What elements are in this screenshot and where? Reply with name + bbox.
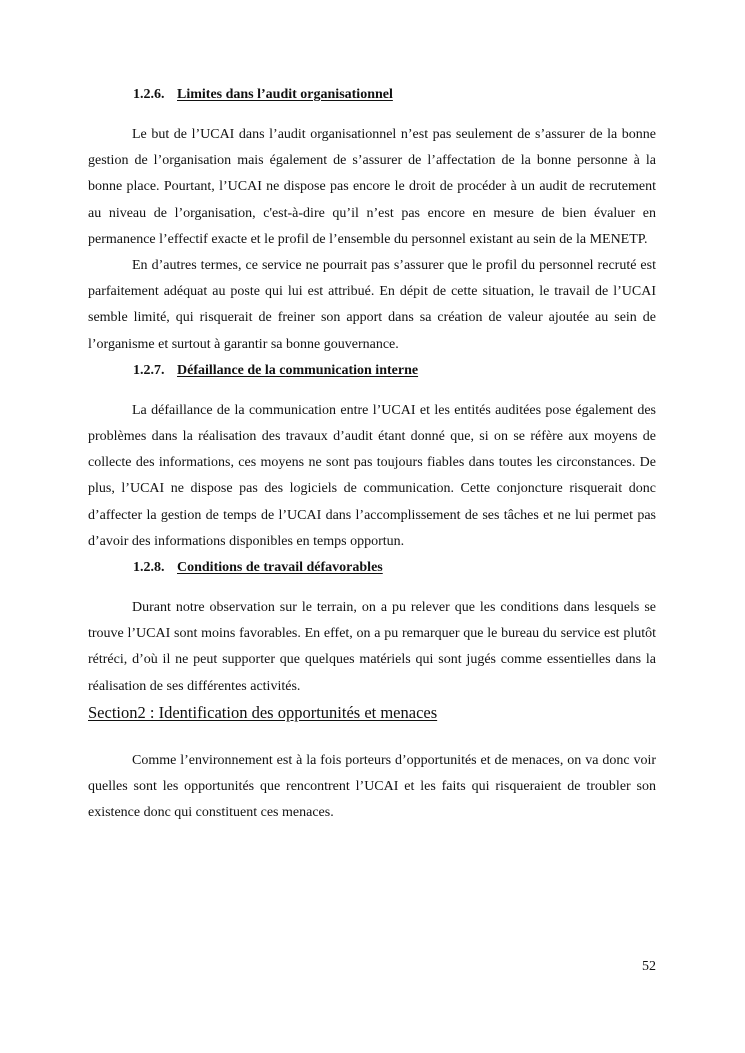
paragraph: Durant notre observation sur le terrain, on a pu relever que les conditions dans lesquels se trouve l’UCAI sont moins favorables. En effet, on a pu remarquer que le bureau du service est plutôt rétréci, d’où il ne peut supporter que quelques matériels qui sont jugés comme essentielles dans la réalisation de ses différentes activités. (88, 600, 656, 694)
subsection-heading-1-2-6 (88, 82, 656, 108)
paragraph: Le but de l’UCAI dans l’audit organisationnel n’est pas seulement de s’assurer de la bonne gestion de l’organisation mais également de s’assurer de l’affectation de la bonne personne à la bonne place. Pourtant, l’UCAI ne dispose pas encore le droit de procéder à un audit de recrutement au niveau de l’organisation, c'est-à-dire qu’il n’est pas encore en mesure de bien évaluer en permanence l’effectif exacte et le profil de l’ensemble du personnel existant au sein de la MENETP. (88, 127, 656, 247)
page-number: 52 (642, 959, 656, 974)
subsection-number: 1.2.6. (133, 87, 165, 102)
paragraph: La défaillance de la communication entre l’UCAI et les entités auditées pose également des problèmes dans la réalisation des travaux d’audit étant donné que, si on se réfère aux moyens de collecte des informations, ces moyens ne sont pas toujours fiables dans toutes les circonstances. De plus, l’UCAI ne dispose pas des logiciels de communication. Cette conjoncture risquerait donc d’affecter la gestion de temps de l’UCAI dans l’accomplissement de ses tâches et ne lui permet pas d’avoir des informations disponibles en temps opportun. (88, 402, 656, 549)
subsection-title: Conditions de travail défavorables (177, 560, 383, 576)
paragraph: Comme l’environnement est à la fois porteurs d’opportunités et de menaces, on va donc voir quelles sont les opportunités que rencontrent l’UCAI et les faits qui risqueraient de troubler son existence donc qui constituent ces menaces. (88, 752, 656, 821)
paragraph: En d’autres termes, ce service ne pourrait pas s’assurer que le profil du personnel recruté est parfaitement adéquat au poste qui lui est attribué. En dépit de cette situation, le travail de l’UCAI semble limité, qui risquerait de freiner son apport dans sa création de valeur ajoutée au sein de l’organisme et surtout à garantir sa bonne gouvernance. (88, 258, 656, 352)
subsection-title: Défaillance de la communication interne (177, 362, 419, 378)
subsection-heading-1-2-7 (88, 358, 656, 384)
subsection-heading-1-2-8 (88, 555, 656, 581)
subsection-number: 1.2.8. (133, 560, 165, 576)
subsection-title: Limites dans l’audit organisationnel (177, 87, 393, 102)
section-title: Section2 : Identification des opportunités et menaces (88, 702, 438, 722)
page-body (88, 82, 656, 826)
subsection-number: 1.2.7. (133, 362, 165, 378)
